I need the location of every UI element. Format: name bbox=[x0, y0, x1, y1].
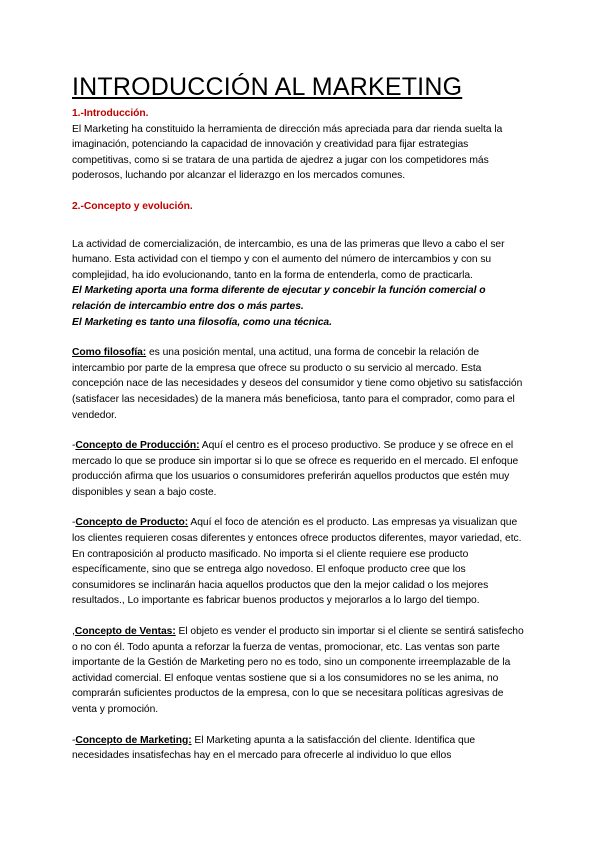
section-heading-text: 1.-Introducción. bbox=[72, 108, 149, 119]
section-paragraph: La actividad de comercialización, de intercambio, es una de las primeras que llevo a cabo el ser humano. Esta actividad con el tiempo y con el aumento del número de intercambios y con su complejidad, ha ido evolucionando, tanto en la forma de entenderla, como de practicarla. bbox=[72, 238, 505, 281]
concept-paragraph bbox=[72, 438, 524, 500]
emphasis-statement: El Marketing es tanto una filosofía, como una técnica. bbox=[72, 316, 332, 328]
concept-term: Concepto de Marketing: bbox=[75, 734, 192, 746]
section-heading bbox=[72, 199, 524, 215]
concept-paragraph bbox=[72, 733, 524, 764]
concept-text: es una posición mental, una actitud, una forma de concebir la relación de intercambio por parte de la empresa que ofrece su producto o su servicio al mercado. Esta concepción nace de las necesidades y deseos del consumidor y tiene como objetivo su satisfacción (satisfacer las necesidades) de la manera más beneficiosa, tanto para el comprador, como para el vendedor. bbox=[72, 347, 523, 421]
concept-text: El Marketing apunta a la satisfacción del cliente. Identifica que necesidades insatisfechas hay en el mercado para ofrecerle al individuo lo que ellos bbox=[72, 734, 476, 762]
concept-text: Aquí el foco de atención es el producto. Las empresas ya visualizan que los clientes requieren cosas diferentes y entonces ofrece productos diferentes, mayor variedad, etc. En contraposición al producto masificado. No importa si el cliente requiere ese producto específicamente, sino que se entrega algo novedoso. El enfoque producto cree que los consumidores se inclinarán hacia aquellos productos que den la mejor calidad o los mejores resultados., Lo importante es fabricar buenos productos y mejorarlos a lo largo del tiempo. bbox=[72, 517, 522, 607]
concept-prefix: , bbox=[72, 626, 75, 638]
section-heading-text: 2.-Concepto y evolución. bbox=[72, 200, 193, 212]
concept-prefix: - bbox=[72, 440, 76, 452]
emphasis-statement: El Marketing aporta una forma diferente de ejecutar y concebir la función comercial o relación de intercambio entre dos o más partes. bbox=[72, 285, 486, 312]
concept-term: Como filosofía: bbox=[72, 347, 147, 359]
concept-prefix: - bbox=[72, 734, 76, 746]
concept-term: Concepto de Producto: bbox=[75, 517, 189, 529]
section-paragraph: El Marketing ha constituido la herramienta de dirección más apreciada para dar rienda suelta la imaginación, potenciando la capacidad de innovación y creatividad para fijar estrategias competitivas, como si se tratara de una partida de ajedrez a jugar con los competidores más poderosos, luchando por alcanzar el liderazgo en los mercados comunes. bbox=[72, 123, 503, 182]
concept-term: Concepto de Producción: bbox=[75, 440, 200, 452]
concept-text: Aquí el centro es el proceso productivo. Se produce y se ofrece en el mercado lo que se produce sin importar si lo que se ofrece es requerido en el mercado. El enfoque producción afirma que los usuarios o consumidores preferirán aquellos productos que estén muy disponibles y sean a bajo coste. bbox=[72, 440, 519, 498]
concept-term: Concepto de Ventas: bbox=[74, 626, 176, 638]
concept-paragraph bbox=[72, 345, 524, 423]
concept-prefix: - bbox=[72, 517, 76, 529]
document-page bbox=[72, 72, 524, 764]
section-heading bbox=[72, 106, 524, 122]
concept-text: El objeto es vender el producto sin importar si el cliente se sentirá satisfecho o no con él. Todo apunta a reforzar la fuerza de ventas, promocionar, etc. Las ventas son parte importante de la Gestión de Marketing pero no es todo, sino un componente irreemplazable de la actividad comercial. El enfoque ventas sostiene que si a los consumidores no se les anima, no comprarán suficientes productos de la empresa, con lo que se necesitara políticas agresivas de venta y promoción. bbox=[72, 626, 524, 715]
concept-paragraph bbox=[72, 624, 524, 718]
concept-paragraph bbox=[72, 515, 524, 609]
document-title: INTRODUCCIÓN AL MARKETING bbox=[72, 73, 463, 101]
